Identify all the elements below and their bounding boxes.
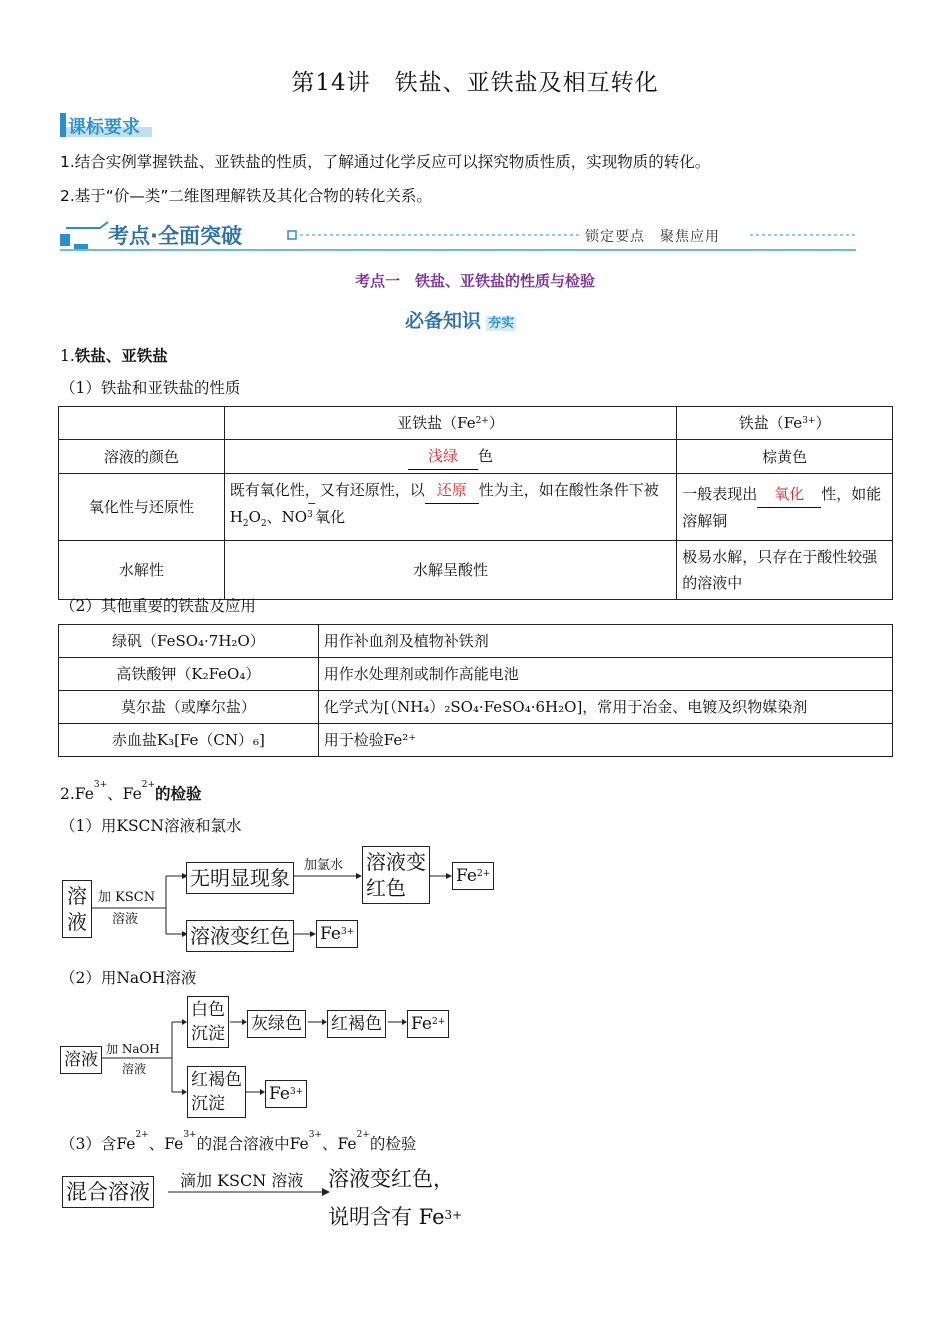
flow-box-start: 溶液 [60, 1046, 102, 1074]
kaodian-heading: 考点一 铁盐、亚铁盐的性质与检验 [354, 272, 595, 290]
bibei-main: 必备知识 [405, 310, 482, 332]
diagram-naoh [60, 996, 460, 1120]
salt-use: 用作水处理剂或制作高能电池 [318, 658, 892, 691]
table-row [59, 658, 893, 691]
kaodian-banner [60, 220, 856, 254]
table-row [59, 474, 893, 541]
flow-result-text: 溶液变红色， 说明含有 $Fe^{3+}$ [328, 1167, 463, 1229]
table-fe-properties [58, 406, 893, 600]
flow-box: 灰绿色 [247, 1010, 306, 1038]
cell-fe3-color: 棕黄色 [677, 440, 893, 474]
salt-use: 用于检验Fe²⁺ [318, 724, 892, 757]
kebiao-item: 2.基于“价—类”二维图理解铁及其化合物的转化关系。 [60, 187, 432, 205]
flow-box: 无明显现象 [186, 862, 294, 894]
section1-sub2: （2）其他重要的铁盐及应用 [60, 597, 256, 615]
flow-result: $Fe^{3+}$ [316, 920, 358, 948]
salt-use: 用作补血剂及植物补铁剂 [318, 625, 892, 658]
flow-box-start: 混合溶液 [62, 1176, 154, 1208]
section2-heading: $2.Fe^{3+}$、$Fe^{2+}$的检验 [60, 780, 202, 803]
banner-left-text: 考点·全面突破 [108, 224, 242, 248]
table-row [59, 541, 893, 600]
salt-name: 赤血盐K₃[Fe（CN）₆] [59, 724, 319, 757]
section2-sub1: （1）用KSCN溶液和氯水 [60, 817, 242, 835]
table-iron-salts [58, 624, 893, 757]
cell-fe2-hydrolysis: 水解呈酸性 [224, 541, 676, 600]
flow-result: $Fe^{2+}$ [452, 862, 494, 890]
header-fe2: 亚铁盐$(Fe^{2+})$ [224, 407, 676, 440]
banner-right-text: 锁定要点 聚焦应用 [585, 229, 720, 245]
kebiao-tag-label: 课标要求 [68, 117, 140, 138]
section2-sub3: （3）含$Fe^{2+}$、$Fe^{3+}$的混合溶液中$Fe^{3+}$、$Fe^{2+}$的检验 [60, 1130, 417, 1153]
answer-blank: 还原 [425, 477, 479, 504]
answer-blank: 浅绿 [408, 443, 478, 470]
table-row [59, 691, 893, 724]
table-row [59, 407, 893, 440]
section2-sub2: （2）用NaOH溶液 [60, 969, 197, 987]
table-row [59, 440, 893, 474]
diagram-mixed [60, 1160, 500, 1236]
answer-blank: 氧化 [757, 481, 821, 508]
row-label: 溶液的颜色 [59, 440, 225, 474]
salt-name: 莫尔盐（或摩尔盐） [59, 691, 319, 724]
flow-box: 溶液变红色 [186, 920, 294, 952]
flow-reagent: 加氯水 [304, 858, 344, 873]
flow-result: $Fe^{2+}$ [407, 1010, 449, 1038]
flow-box: 红褐色 沉淀 [187, 1066, 246, 1118]
flow-reagent: 加 KSCN [98, 890, 156, 905]
section1-sub1: （1）铁盐和亚铁盐的性质 [60, 379, 241, 397]
row-label: 水解性 [59, 541, 225, 600]
cell-fe2-color: 浅绿 色 [224, 440, 676, 474]
flow-reagent: 溶液 [122, 1062, 147, 1076]
salt-name: 高铁酸钾（K₂FeO₄） [59, 658, 319, 691]
page-title: 第14讲 铁盐、亚铁盐及相互转化 [291, 70, 659, 96]
flow-reagent: 溶液 [112, 912, 139, 927]
flow-reagent: 滴加 KSCN 溶液 [180, 1171, 304, 1190]
bibei-heading [405, 306, 555, 334]
flow-box-start: 溶 液 [62, 880, 92, 938]
table-row [59, 625, 893, 658]
kebiao-tag [60, 113, 152, 139]
salt-name: 绿矾（FeSO₄·7H₂O） [59, 625, 319, 658]
kebiao-item: 1.结合实例掌握铁盐、亚铁盐的性质，了解通过化学反应可以探究物质性质，实现物质的转化。 [60, 153, 711, 171]
table-row [59, 724, 893, 757]
row-label: 氧化性与还原性 [59, 474, 225, 541]
flow-box: 白色 沉淀 [187, 996, 229, 1048]
cell-fe3-hydrolysis: 极易水解，只存在于酸性较强的溶液中 [677, 541, 893, 600]
flow-result: $Fe^{3+}$ [265, 1080, 307, 1108]
cell-fe3-redox: 一般表现出 氧化 性，如能溶解铜 [677, 474, 893, 541]
bibei-sub: 夯实 [488, 316, 515, 331]
cell-fe2-redox: 既有氧化性，又有还原性，以 还原 性为主，如在酸性条件下被$H_2O_2$、NO − 3 氧化 [224, 474, 676, 541]
salt-use: 化学式为[（NH₄）₂SO₄·FeSO₄·6H₂O]，常用于冶金、电镀及织物媒染剂 [318, 691, 892, 724]
header-fe3: 铁盐$(Fe^{3+})$ [677, 407, 893, 440]
section1-heading: 1.铁盐、亚铁盐 [60, 347, 168, 365]
diagram-kscn [60, 846, 510, 956]
flow-box: 红褐色 [327, 1010, 386, 1038]
flow-reagent: 加 NaOH [106, 1042, 160, 1056]
flow-box: 溶液变 红色 [362, 846, 430, 904]
